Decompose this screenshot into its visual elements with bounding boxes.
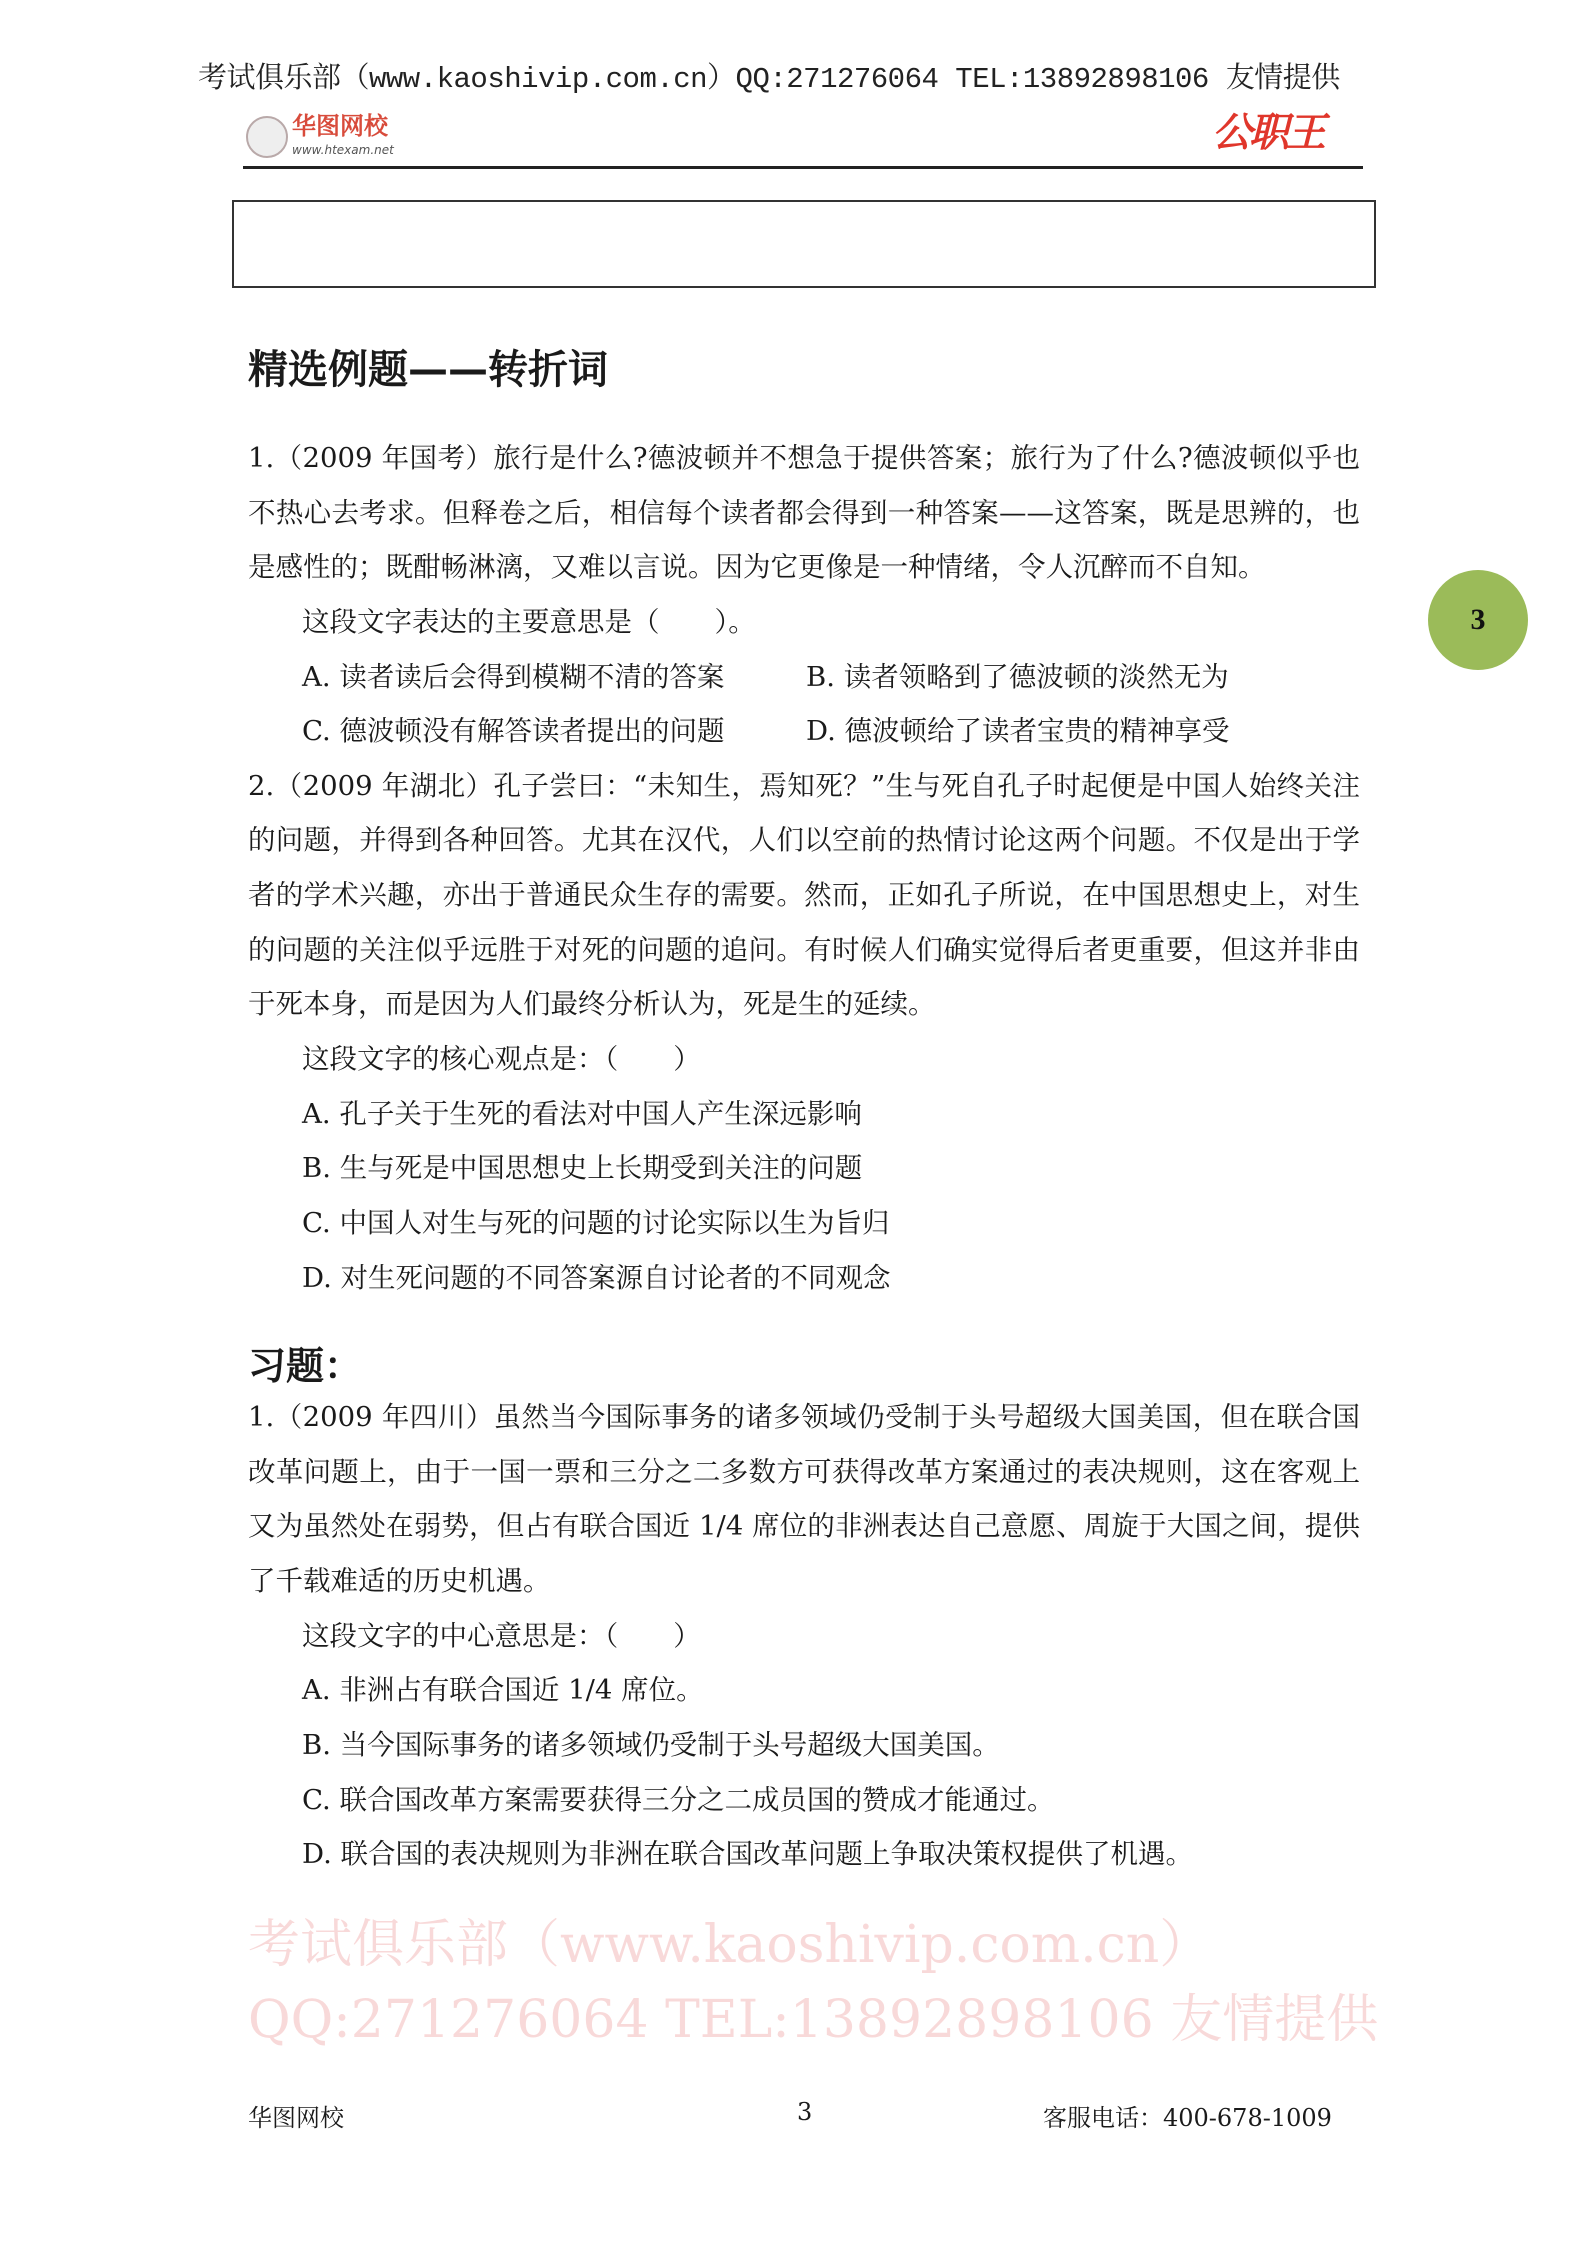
logo-name: 华图网校: [292, 112, 388, 140]
q2-prompt: 这段文字的核心观点是：（ ）: [302, 1043, 701, 1075]
q2-option-c: C. 中国人对生与死的问题的讨论实际以生为旨归: [302, 1207, 890, 1239]
footer-hotline: 客服电话：400-678-1009: [1043, 2104, 1332, 2132]
htexam-logo: [246, 112, 426, 162]
q2-line: 者的学术兴趣，亦出于普通民众生存的需要。然而，正如孔子所说，在中国思想史上，对生: [248, 879, 1360, 911]
watermark-line-1: 考试俱乐部（www.kaoshivip.com.cn）: [248, 1915, 1212, 1975]
ex1-option-a: A. 非洲占有联合国近 1/4 席位。: [302, 1674, 704, 1706]
q1-option-a: A. 读者读后会得到模糊不清的答案: [302, 661, 725, 693]
ex1-line: 1.（2009 年四川）虽然当今国际事务的诸多领域仍受制于头号超级大国美国，但在联合国: [248, 1401, 1360, 1433]
page-badge: 3: [1428, 570, 1528, 670]
q2-option-d: D. 对生死问题的不同答案源自讨论者的不同观念: [302, 1262, 891, 1294]
logo-url: www.htexam.net: [292, 143, 394, 157]
q2-line: 的问题的关注似乎远胜于对死的问题的追问。有时候人们确实觉得后者更重要，但这并非由: [248, 934, 1360, 966]
watermark-line-2: QQ:271276064 TEL:13892898106 友情提供: [248, 1990, 1379, 2050]
footer-left: 华图网校: [248, 2104, 344, 2132]
ex1-option-b: B. 当今国际事务的诸多领域仍受制于头号超级大国美国。: [302, 1729, 1000, 1761]
q2-option-b: B. 生与死是中国思想史上长期受到关注的问题: [302, 1152, 863, 1184]
ex1-prompt: 这段文字的中心意思是：（ ）: [302, 1620, 701, 1652]
q1-prompt: 这段文字表达的主要意思是（ ）。: [302, 606, 756, 638]
ex1-option-d: D. 联合国的表决规则为非洲在联合国改革问题上争取决策权提供了机遇。: [302, 1838, 1194, 1870]
q2-line: 的问题，并得到各种回答。尤其在汉代，人们以空前的热情讨论这两个问题。不仅是出于学: [248, 824, 1360, 856]
empty-title-box: [232, 200, 1376, 288]
ex1-line: 又为虽然处在弱势，但占有联合国近 1/4 席位的非洲表达自己意愿、周旋于大国之间，提供: [248, 1510, 1360, 1542]
q1-option-c: C. 德波顿没有解答读者提出的问题: [302, 715, 725, 747]
exercise-title: 习题：: [248, 1344, 363, 1388]
q1-option-d: D. 德波顿给了读者宝贵的精神享受: [806, 715, 1230, 747]
q2-line: 2.（2009 年湖北）孔子尝曰：“未知生，焉知死？”生与死自孔子时起便是中国人始终关注: [248, 770, 1360, 802]
footer-page-number: 3: [797, 2098, 813, 2126]
ex1-line: 了千载难适的历史机遇。: [248, 1565, 551, 1597]
q2-option-a: A. 孔子关于生死的看法对中国人产生深远影响: [302, 1098, 862, 1130]
q1-line: 不热心去考求。但释卷之后，相信每个读者都会得到一种答案——这答案，既是思辨的，也: [248, 497, 1360, 529]
header-text: 考试俱乐部（www.kaoshivip.com.cn）QQ:271276064 TEL:13892898106 友情提供: [198, 63, 1340, 96]
gongzhiwang-logo: 公职王: [1212, 110, 1323, 156]
ex1-line: 改革问题上，由于一国一票和三分之二多数方可获得改革方案通过的表决规则，这在客观上: [248, 1456, 1360, 1488]
q1-line: 1.（2009 年国考）旅行是什么?德波顿并不想急于提供答案；旅行为了什么?德波顿似乎也: [248, 442, 1360, 474]
q1-option-b: B. 读者领略到了德波顿的淡然无为: [806, 661, 1229, 693]
ex1-option-c: C. 联合国改革方案需要获得三分之二成员国的赞成才能通过。: [302, 1784, 1055, 1816]
seal-icon: [246, 116, 288, 158]
q2-line: 于死本身，而是因为人们最终分析认为，死是生的延续。: [248, 988, 936, 1020]
section-title: 精选例题——转折词: [248, 347, 608, 393]
header-rule: [243, 166, 1363, 169]
q1-line: 是感性的；既酣畅淋漓，又难以言说。因为它更像是一种情绪，令人沉醉而不自知。: [248, 551, 1266, 583]
